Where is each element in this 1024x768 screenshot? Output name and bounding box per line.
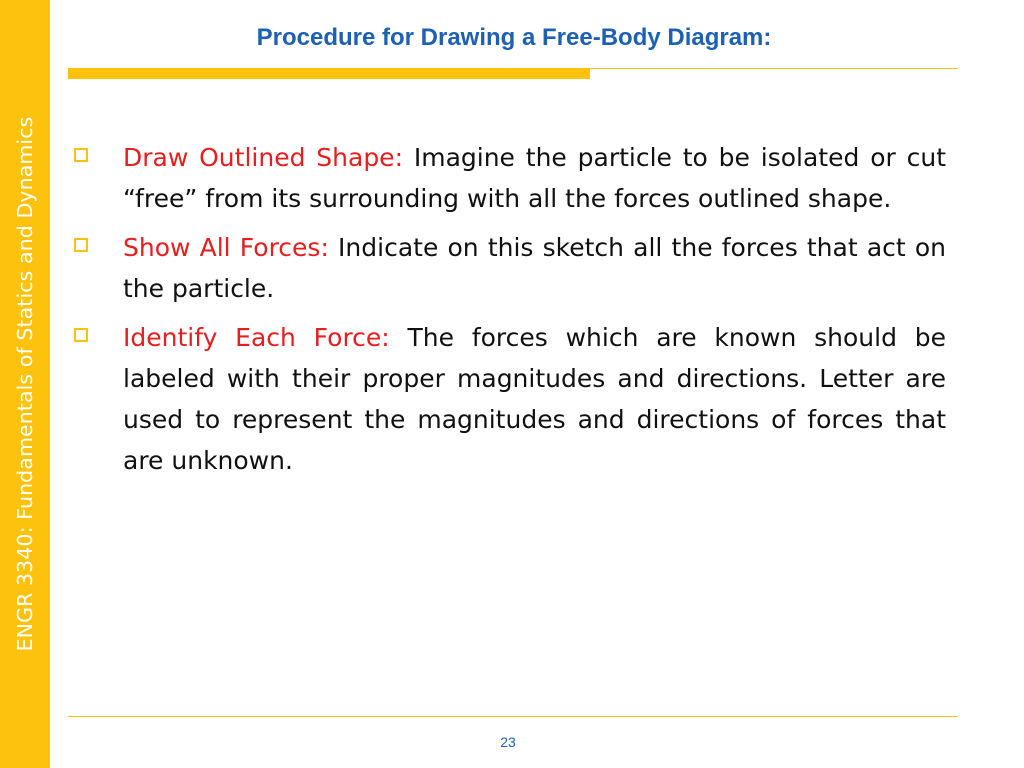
bullet-text: The forces which are known should be labeled with their proper magnitudes and directions. Letter are used to represent the magnitudes and directions of forces that are unknown.	[123, 323, 946, 475]
bullet-heading: Draw Outlined Shape:	[123, 143, 403, 172]
bullet-text: Imagine the particle to be isolated or cut “free” from its surrounding with all the forces outlined shape.	[123, 143, 946, 213]
square-bullet-icon	[74, 238, 88, 252]
slide-title: Procedure for Drawing a Free-Body Diagram:	[256, 24, 772, 51]
bullet-text: Indicate on this sketch all the forces that act on the particle.	[123, 233, 946, 303]
bullet-item-identify-each-force	[74, 317, 946, 481]
bullet-item-show-all-forces	[74, 227, 946, 309]
bullet-list	[74, 137, 946, 489]
square-bullet-icon	[74, 148, 88, 162]
bullet-heading: Show All Forces:	[123, 233, 329, 262]
page-number: 23	[500, 734, 516, 750]
course-sidebar	[0, 0, 50, 768]
bullet-heading: Identify Each Force:	[123, 323, 390, 352]
title-accent-bar	[68, 68, 590, 79]
footer-divider	[68, 716, 958, 717]
bullet-item-draw-outlined-shape	[74, 137, 946, 219]
course-label: ENGR 3340: Fundamentals of Statics and Dynamics	[13, 116, 37, 652]
square-bullet-icon	[74, 328, 88, 342]
